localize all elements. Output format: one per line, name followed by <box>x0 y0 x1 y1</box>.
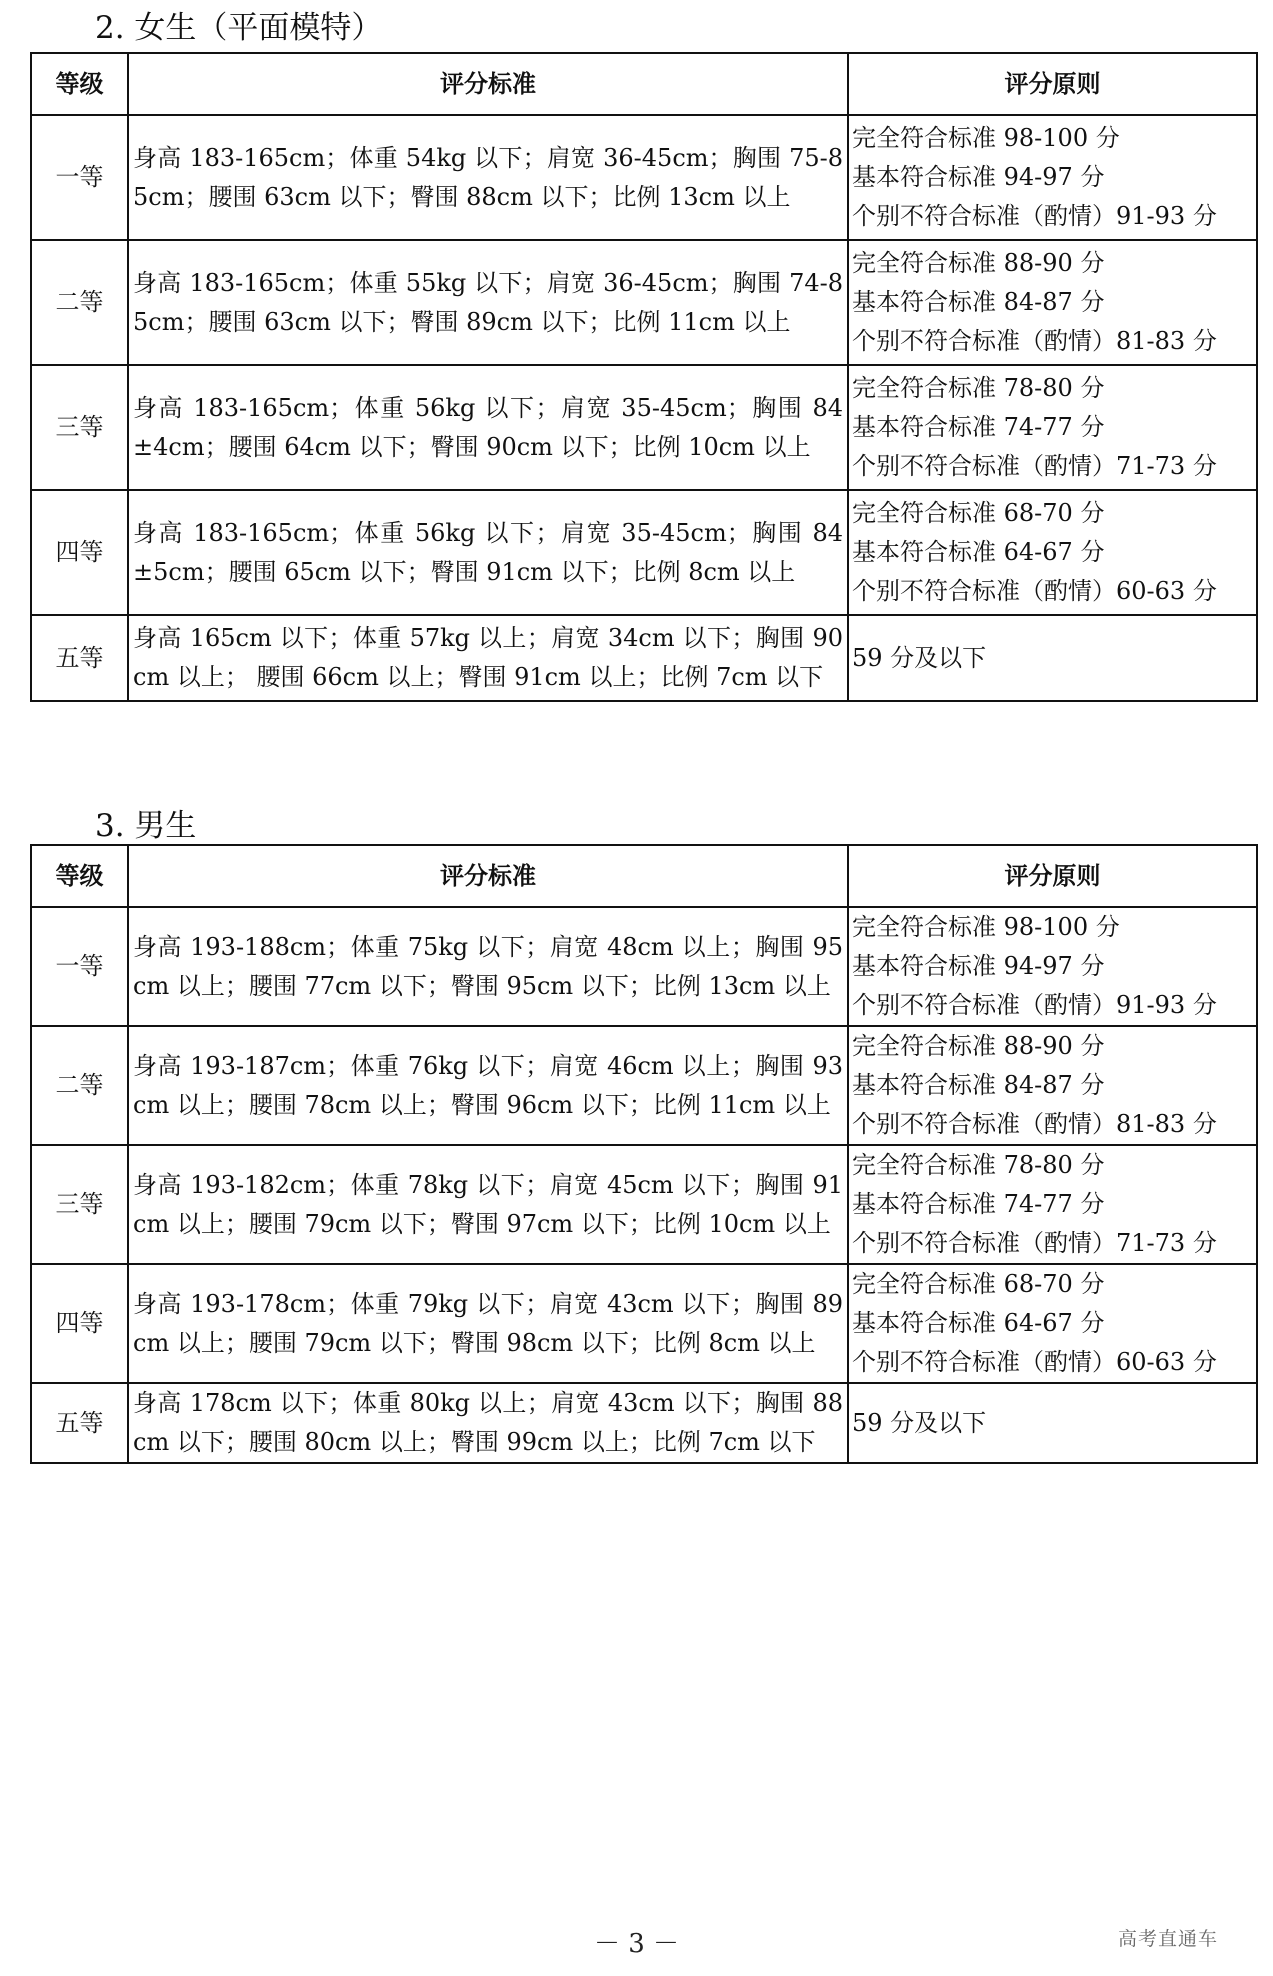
criteria-cell: 身高 183-165cm；体重 55kg 以下；肩宽 36-45cm；胸围 74-85cm；腰围 63cm 以下；臀围 89cm 以下；比例 11cm 以上 <box>128 240 848 365</box>
principle-cell <box>848 240 1257 365</box>
table-row <box>31 115 1257 240</box>
table-row <box>31 240 1257 365</box>
principle-line: 完全符合标准 78-80 分 <box>852 1151 1105 1179</box>
table-header-row <box>31 845 1257 907</box>
principle-cell <box>848 1145 1257 1264</box>
criteria-cell: 身高 165cm 以下；体重 57kg 以上；肩宽 34cm 以下；胸围 90cm 以上； 腰围 66cm 以上；臀围 91cm 以上；比例 7cm 以下 <box>128 615 848 701</box>
grading-table-female <box>30 52 1258 702</box>
principle-line: 59 分及以下 <box>852 643 987 672</box>
level-cell: 三等 <box>31 365 128 490</box>
principle-cell <box>848 907 1257 1026</box>
principle-cell <box>848 1026 1257 1145</box>
principle-line: 完全符合标准 98-100 分 <box>852 913 1120 941</box>
principle-line: 完全符合标准 68-70 分 <box>852 1270 1105 1298</box>
criteria-cell: 身高 178cm 以下；体重 80kg 以上；肩宽 43cm 以下；胸围 88cm 以下；腰围 80cm 以上；臀围 99cm 以上；比例 7cm 以下 <box>128 1383 848 1463</box>
header-level: 等级 <box>31 845 128 907</box>
principle-line: 个别不符合标准（酌情）81-83 分 <box>852 327 1217 355</box>
principle-line: 完全符合标准 78-80 分 <box>852 374 1105 402</box>
table-row <box>31 1264 1257 1383</box>
header-principle: 评分原则 <box>848 845 1257 907</box>
table-row <box>31 615 1257 701</box>
principle-cell <box>848 1264 1257 1383</box>
table-row <box>31 1383 1257 1463</box>
principle-line: 个别不符合标准（酌情）71-73 分 <box>852 1229 1217 1257</box>
level-cell: 二等 <box>31 1026 128 1145</box>
watermark: 高考直通车 <box>1118 1928 1219 1950</box>
table-row <box>31 490 1257 615</box>
header-criteria: 评分标准 <box>128 53 848 115</box>
criteria-cell: 身高 193-182cm；体重 78kg 以下；肩宽 45cm 以下；胸围 91cm 以上；腰围 79cm 以下；臀围 97cm 以下；比例 10cm 以上 <box>128 1145 848 1264</box>
level-cell: 五等 <box>31 615 128 701</box>
page-number: － 3 － <box>593 1929 680 1959</box>
principle-line: 基本符合标准 64-67 分 <box>852 538 1105 566</box>
grading-table-male <box>30 844 1258 1464</box>
section-title-female: 2. 女生（平面模特） <box>95 10 383 46</box>
principle-cell <box>848 490 1257 615</box>
principle-line: 基本符合标准 84-87 分 <box>852 288 1105 316</box>
principle-line: 完全符合标准 98-100 分 <box>852 124 1120 152</box>
table-header-row <box>31 53 1257 115</box>
principle-line: 个别不符合标准（酌情）60-63 分 <box>852 577 1217 605</box>
section-title-male: 3. 男生 <box>95 808 197 844</box>
principle-line: 基本符合标准 74-77 分 <box>852 413 1105 441</box>
level-cell: 五等 <box>31 1383 128 1463</box>
principle-line: 基本符合标准 84-87 分 <box>852 1071 1105 1099</box>
criteria-cell: 身高 193-178cm；体重 79kg 以下；肩宽 43cm 以下；胸围 89cm 以上；腰围 79cm 以下；臀围 98cm 以下；比例 8cm 以上 <box>128 1264 848 1383</box>
criteria-cell: 身高 183-165cm；体重 54kg 以下；肩宽 36-45cm；胸围 75-85cm；腰围 63cm 以下；臀围 88cm 以下；比例 13cm 以上 <box>128 115 848 240</box>
principle-cell <box>848 1383 1257 1463</box>
principle-line: 个别不符合标准（酌情）60-63 分 <box>852 1348 1217 1376</box>
principle-line: 个别不符合标准（酌情）81-83 分 <box>852 1110 1217 1138</box>
principle-cell <box>848 615 1257 701</box>
level-cell: 四等 <box>31 490 128 615</box>
principle-cell <box>848 365 1257 490</box>
principle-line: 个别不符合标准（酌情）71-73 分 <box>852 452 1217 480</box>
level-cell: 一等 <box>31 907 128 1026</box>
criteria-cell: 身高 183-165cm；体重 56kg 以下；肩宽 35-45cm；胸围 84±5cm；腰围 65cm 以下；臀围 91cm 以下；比例 8cm 以上 <box>128 490 848 615</box>
table-row <box>31 907 1257 1026</box>
principle-line: 基本符合标准 74-77 分 <box>852 1190 1105 1218</box>
principle-line: 完全符合标准 88-90 分 <box>852 1032 1105 1060</box>
header-principle: 评分原则 <box>848 53 1257 115</box>
table-row <box>31 1145 1257 1264</box>
level-cell: 三等 <box>31 1145 128 1264</box>
principle-line: 完全符合标准 88-90 分 <box>852 249 1105 277</box>
header-level: 等级 <box>31 53 128 115</box>
table-row <box>31 365 1257 490</box>
criteria-cell: 身高 193-187cm；体重 76kg 以下；肩宽 46cm 以上；胸围 93cm 以上；腰围 78cm 以上；臀围 96cm 以下；比例 11cm 以上 <box>128 1026 848 1145</box>
principle-line: 个别不符合标准（酌情）91-93 分 <box>852 202 1217 230</box>
level-cell: 一等 <box>31 115 128 240</box>
level-cell: 四等 <box>31 1264 128 1383</box>
principle-line: 59 分及以下 <box>852 1408 987 1437</box>
principle-line: 基本符合标准 94-97 分 <box>852 163 1105 191</box>
principle-line: 个别不符合标准（酌情）91-93 分 <box>852 991 1217 1019</box>
principle-line: 完全符合标准 68-70 分 <box>852 499 1105 527</box>
level-cell: 二等 <box>31 240 128 365</box>
principle-line: 基本符合标准 94-97 分 <box>852 952 1105 980</box>
criteria-cell: 身高 193-188cm；体重 75kg 以下；肩宽 48cm 以上；胸围 95cm 以上；腰围 77cm 以下；臀围 95cm 以下；比例 13cm 以上 <box>128 907 848 1026</box>
criteria-cell: 身高 183-165cm；体重 56kg 以下；肩宽 35-45cm；胸围 84±4cm；腰围 64cm 以下；臀围 90cm 以下；比例 10cm 以上 <box>128 365 848 490</box>
principle-line: 基本符合标准 64-67 分 <box>852 1309 1105 1337</box>
table-row <box>31 1026 1257 1145</box>
header-criteria: 评分标准 <box>128 845 848 907</box>
principle-cell <box>848 115 1257 240</box>
